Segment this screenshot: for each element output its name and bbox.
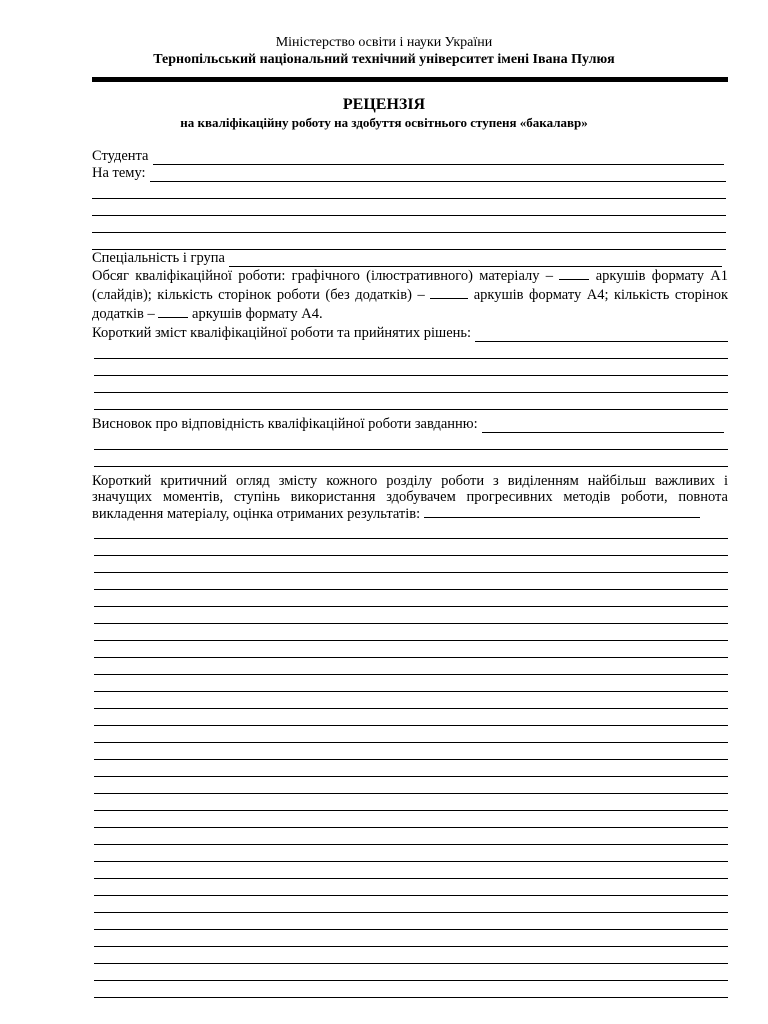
review-line[interactable] bbox=[94, 794, 728, 811]
review-line[interactable] bbox=[94, 641, 728, 658]
review-line[interactable] bbox=[94, 522, 728, 539]
review-line[interactable] bbox=[94, 607, 728, 624]
student-blank[interactable] bbox=[153, 151, 725, 165]
review-line[interactable] bbox=[94, 624, 728, 641]
summary-label: Короткий зміст кваліфікаційної роботи та прийнятих рішень: bbox=[92, 325, 472, 341]
document-header bbox=[0, 34, 768, 68]
summary-blank[interactable] bbox=[475, 328, 728, 342]
review-line[interactable] bbox=[94, 675, 728, 692]
student-field[interactable] bbox=[92, 148, 728, 165]
review-line[interactable] bbox=[94, 811, 728, 828]
header-divider bbox=[92, 77, 728, 82]
appendix-sheets-blank[interactable] bbox=[158, 305, 188, 318]
summary-field[interactable] bbox=[92, 325, 728, 342]
conclusion-blank[interactable] bbox=[482, 419, 724, 433]
review-line[interactable] bbox=[94, 743, 728, 760]
review-line[interactable] bbox=[94, 709, 728, 726]
review-line[interactable] bbox=[94, 760, 728, 777]
summary-line[interactable] bbox=[94, 359, 728, 376]
illustrative-sheets-blank[interactable] bbox=[559, 267, 589, 280]
topic-field[interactable] bbox=[92, 165, 728, 182]
ministry-name: Міністерство освіти і науки України bbox=[275, 35, 493, 50]
volume-text-3: аркушів формату А4; кількість сторінок додатків – bbox=[92, 287, 729, 322]
conclusion-label: Висновок про відповідність кваліфікаційної роботи завданню: bbox=[92, 416, 478, 432]
volume-text-1: Обсяг кваліфікаційної роботи: графічного (ілюстративного) матеріалу – bbox=[92, 268, 554, 284]
summary-line[interactable] bbox=[94, 376, 728, 393]
volume-text-2: аркушів формату А1 (слайдів); кількість сторінок роботи (без додатків) – bbox=[92, 268, 729, 303]
review-blank[interactable] bbox=[424, 505, 700, 518]
specialty-label: Спеціальність і група bbox=[92, 250, 225, 266]
specialty-field[interactable] bbox=[92, 250, 728, 267]
review-line[interactable] bbox=[94, 913, 728, 930]
topic-line[interactable] bbox=[92, 182, 726, 199]
review-line[interactable] bbox=[94, 845, 728, 862]
topic-line[interactable] bbox=[92, 233, 726, 250]
review-line[interactable] bbox=[94, 590, 728, 607]
review-line[interactable] bbox=[94, 556, 728, 573]
review-line[interactable] bbox=[94, 947, 728, 964]
topic-label: На тему: bbox=[92, 165, 146, 181]
review-line[interactable] bbox=[94, 777, 728, 794]
review-line[interactable] bbox=[94, 862, 728, 879]
review-line[interactable] bbox=[94, 573, 728, 590]
review-label: Короткий критичний огляд змісту кожного розділу роботи з виділенням найбільш важливих і значущих моментів, ступінь використання здобувачем прогресивних методів роботи, повнота викладення матеріалу, оцінка отриманих результатів: bbox=[92, 473, 728, 522]
review-paragraph bbox=[92, 473, 728, 522]
form-body bbox=[92, 148, 728, 998]
review-line[interactable] bbox=[94, 964, 728, 981]
summary-line[interactable] bbox=[94, 342, 728, 359]
document-subtitle: на кваліфікаційну роботу на здобуття освітнього ступеня «бакалавр» bbox=[180, 115, 588, 130]
university-name: Тернопільський національний технічний університет імені Івана Пулюя bbox=[153, 52, 615, 67]
review-line[interactable] bbox=[94, 726, 728, 743]
review-line[interactable] bbox=[94, 896, 728, 913]
volume-paragraph bbox=[92, 267, 728, 324]
specialty-blank[interactable] bbox=[229, 253, 722, 267]
review-line[interactable] bbox=[94, 930, 728, 947]
review-line[interactable] bbox=[94, 879, 728, 896]
topic-line[interactable] bbox=[92, 216, 726, 233]
review-line[interactable] bbox=[94, 539, 728, 556]
volume-text-4: аркушів формату А4. bbox=[192, 306, 323, 322]
review-line[interactable] bbox=[94, 828, 728, 845]
review-lines bbox=[92, 522, 728, 998]
review-line[interactable] bbox=[94, 981, 728, 998]
review-line[interactable] bbox=[94, 658, 728, 675]
pages-count-blank[interactable] bbox=[430, 286, 468, 299]
conclusion-field[interactable] bbox=[92, 416, 728, 433]
conclusion-line[interactable] bbox=[94, 433, 728, 450]
review-line[interactable] bbox=[94, 692, 728, 709]
summary-line[interactable] bbox=[94, 393, 728, 410]
title-block bbox=[0, 95, 768, 131]
topic-blank[interactable] bbox=[150, 168, 726, 182]
conclusion-line[interactable] bbox=[94, 450, 728, 467]
topic-line[interactable] bbox=[92, 199, 726, 216]
document-title: РЕЦЕНЗІЯ bbox=[342, 96, 426, 113]
student-label: Студента bbox=[92, 148, 149, 164]
